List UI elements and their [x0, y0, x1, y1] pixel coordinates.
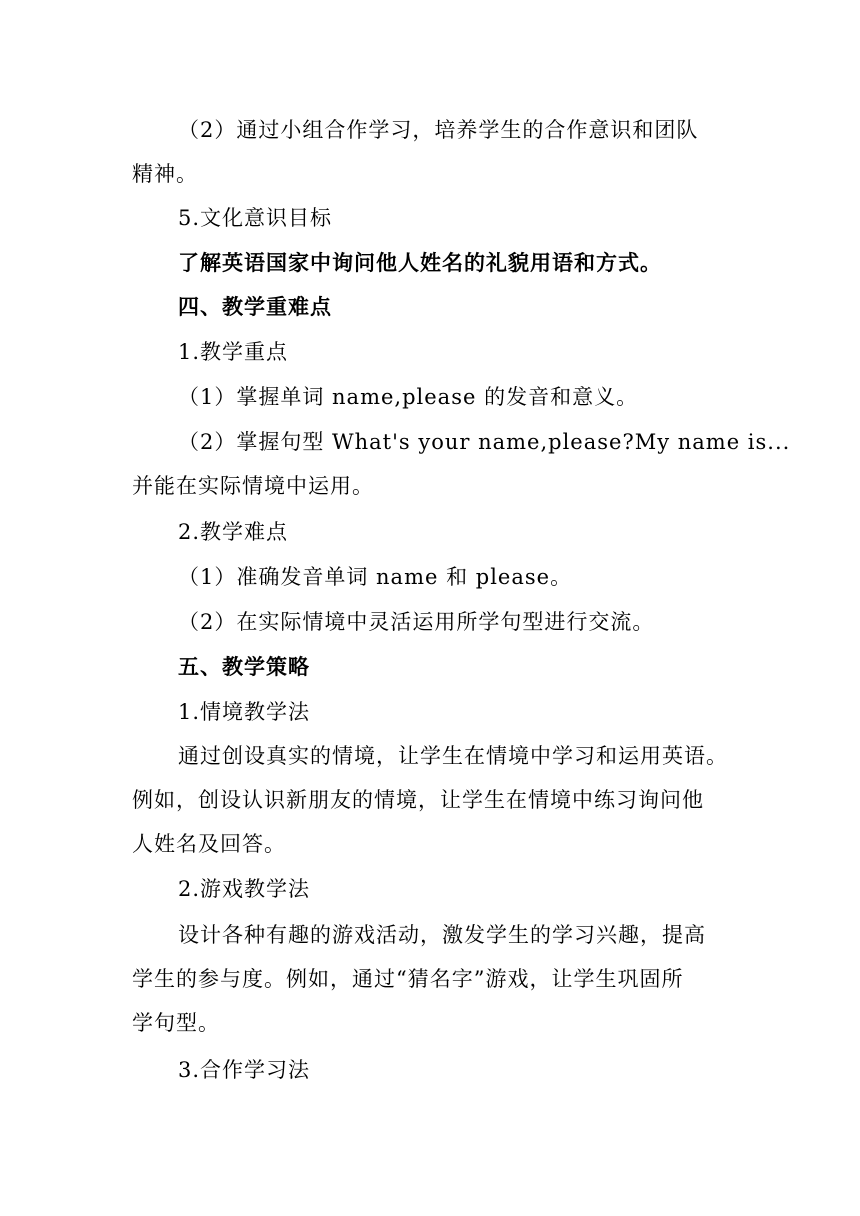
paragraph-line: 例如，创设认识新朋友的情境，让学生在情境中练习询问他 [132, 788, 704, 812]
paragraph-line-bold: 了解英语国家中询问他人姓名的礼貌用语和方式。 [178, 250, 662, 275]
paragraph-line: （2）在实际情境中灵活运用所学句型进行交流。 [178, 610, 655, 634]
paragraph-line: （2）掌握句型 What's your name,please?My name is... [178, 430, 791, 454]
paragraph-line: 精神。 [132, 162, 198, 186]
paragraph-line: 学句型。 [132, 1011, 220, 1035]
paragraph-line: （1）准确发音单词 name 和 please。 [178, 565, 573, 589]
section-subheading: 2.教学难点 [178, 520, 289, 544]
section-subheading: 1.情境教学法 [178, 700, 311, 724]
section-heading: 五、教学策略 [178, 654, 310, 679]
paragraph-line: 学生的参与度。例如，通过“猜名字”游戏，让学生巩固所 [132, 967, 684, 991]
paragraph-line: 并能在实际情境中运用。 [132, 474, 374, 498]
section-subheading: 2.游戏教学法 [178, 877, 311, 901]
paragraph-line: 通过创设真实的情境，让学生在情境中学习和运用英语。 [178, 744, 728, 768]
paragraph-line: （2）通过小组合作学习，培养学生的合作意识和团队 [178, 118, 699, 142]
paragraph-line: 设计各种有趣的游戏活动，激发学生的学习兴趣，提高 [178, 923, 706, 947]
paragraph-line: 人姓名及回答。 [132, 832, 286, 856]
section-subheading: 3.合作学习法 [178, 1058, 311, 1082]
section-subheading: 1.教学重点 [178, 340, 289, 364]
section-subheading: 5.文化意识目标 [178, 206, 333, 230]
paragraph-line: （1）掌握单词 name,please 的发音和意义。 [178, 385, 639, 409]
section-heading: 四、教学重难点 [178, 294, 332, 319]
